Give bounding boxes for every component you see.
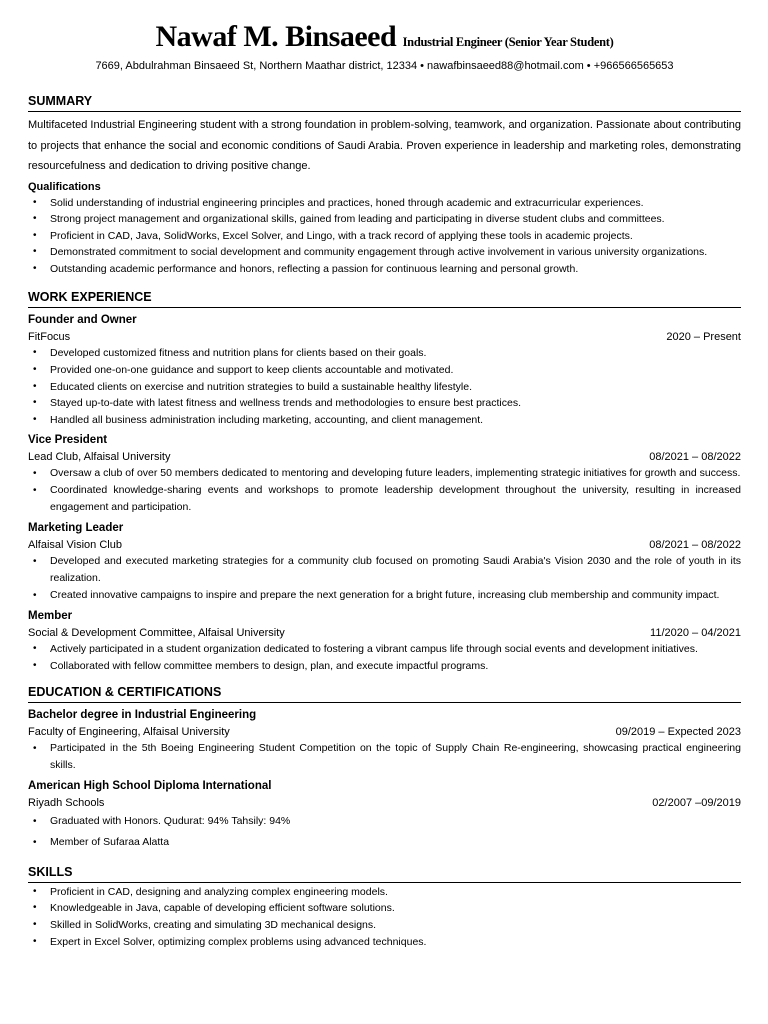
entry-title: Bachelor degree in Industrial Engineering (28, 708, 257, 721)
list-item: • Developed and executed marketing strategies for a community club focused on promoting Saudi Arabia's Vision 2030 and the role of youth in its realization. (33, 555, 741, 585)
education-entry (28, 707, 741, 774)
list-item: • Demonstrated commitment to social development and community engagement through active involvement in various university organizations. (28, 244, 741, 261)
entry-organization: Alfaisal Vision Club (28, 539, 122, 552)
list-item: • Coordinated knowledge-sharing events and workshops to promote leadership development throughout the university, resulting in increased engagement and participation. (33, 484, 741, 514)
list-item: • Developed customized fitness and nutrition plans for clients based on their goals. (28, 345, 741, 362)
bullet-icon: • (33, 742, 37, 754)
education-entry (28, 778, 741, 853)
summary-heading: SUMMARY (28, 94, 741, 112)
entry-meta (28, 724, 741, 740)
candidate-name: Nawaf M. Binsaeed (155, 20, 397, 53)
list-item: • Created innovative campaigns to inspire and prepare the next generation for a bright future, increasing club membership and community impact. (28, 587, 741, 604)
bullet-icon: • (33, 885, 37, 897)
entry-dates: 08/2021 – 08/2022 (649, 539, 741, 552)
entry-title: Vice President (28, 434, 108, 447)
entry-title: American High School Diploma International (28, 779, 272, 792)
work-entry (28, 608, 741, 674)
entry-meta (28, 449, 741, 465)
list-item: • Oversaw a club of over 50 members dedicated to mentoring and developing future leaders, implementing strategic initiatives for growth and success. (28, 465, 741, 482)
list-item: • Collaborated with fellow committee members to design, plan, and execute impactful programs. (28, 658, 741, 675)
entry-organization: Faculty of Engineering, Alfaisal University (28, 725, 230, 738)
work-experience-heading: WORK EXPERIENCE (28, 290, 741, 308)
entry-bullets (28, 345, 741, 428)
bullet-icon: • (33, 836, 37, 848)
entry-bullets (28, 811, 741, 853)
summary-paragraph: Multifaceted Industrial Engineering student with a strong foundation in problem-solving, teamwork, and organization. Passionate about contributing to projects that enhance the social and economic conditions of Saudi Arabia. Proven experience in leadership and marketing roles, demonstrating resourcefulness and dedication to driving positive change. (28, 119, 741, 172)
bullet-icon: • (33, 919, 37, 931)
entry-organization: Riyadh Schools (28, 796, 105, 809)
entry-title: Member (28, 610, 73, 623)
entry-title: Marketing Leader (28, 522, 124, 535)
bullet-icon: • (33, 815, 37, 827)
entry-bullets (28, 740, 741, 774)
skills-heading: SKILLS (28, 865, 741, 883)
bullet-icon: • (33, 196, 37, 208)
list-item: • Handled all business administration including marketing, accounting, and client management. (28, 412, 741, 429)
entry-meta (28, 795, 741, 811)
list-item: • Educated clients on exercise and nutrition strategies to build a sustainable healthy lifestyle. (28, 379, 741, 396)
entry-meta (28, 537, 741, 553)
contact-line: 7669, Abdulrahman Binsaeed St, Northern Maathar district, 12334 • nawafbinsaeed88@hotmail.com • +966566565653 (95, 60, 674, 72)
work-entry (28, 520, 741, 604)
entry-meta (28, 329, 741, 345)
education-heading: EDUCATION & CERTIFICATIONS (28, 685, 741, 703)
list-item: • Proficient in CAD, designing and analyzing complex engineering models. (28, 884, 741, 901)
entry-dates: 08/2021 – 08/2022 (649, 451, 741, 464)
list-item: • Knowledgeable in Java, capable of developing efficient software solutions. (28, 900, 741, 917)
bullet-icon: • (33, 262, 37, 274)
bullet-icon: • (33, 556, 37, 568)
list-item: • Stayed up-to-date with latest fitness and wellness trends and methodologies to ensure best practices. (28, 395, 741, 412)
entry-title: Founder and Owner (28, 314, 137, 327)
bullet-icon: • (33, 902, 37, 914)
bullet-icon: • (33, 347, 37, 359)
list-item: • Graduated with Honors. Qudurat: 94% Tahsily: 94% (28, 811, 741, 832)
bullet-icon: • (33, 380, 37, 392)
list-item: • Outstanding academic performance and honors, reflecting a passion for continuous learning and personal growth. (28, 261, 741, 278)
entry-meta (28, 625, 741, 641)
entry-organization: Social & Development Committee, Alfaisal University (28, 627, 285, 640)
entry-organization: FitFocus (28, 331, 71, 344)
list-item: • Actively participated in a student organization dedicated to fostering a vibrant campus life through social events and development initiatives. (28, 641, 741, 658)
bullet-icon: • (33, 213, 37, 225)
bullet-icon: • (33, 397, 37, 409)
list-item: • Participated in the 5th Boeing Engineering Student Competition on the topic of Supply Chain Re-engineering, showcasing practical engineering skills. (33, 741, 741, 771)
bullet-icon: • (33, 643, 37, 655)
list-item: • Member of Sufaraa Alatta (28, 832, 741, 853)
bullet-icon: • (33, 229, 37, 241)
qualifications-list (28, 195, 741, 278)
entry-dates: 11/2020 – 04/2021 (650, 627, 741, 640)
list-item: • Expert in Excel Solver, optimizing complex problems using advanced techniques. (28, 934, 741, 951)
list-item: • Solid understanding of industrial engineering principles and practices, honed through academic and extracurricular experiences. (28, 195, 741, 212)
bullet-icon: • (33, 660, 37, 672)
entry-bullets (28, 465, 741, 516)
skills-list (28, 884, 741, 951)
entry-bullets (28, 641, 741, 674)
entry-dates: 09/2019 – Expected 2023 (615, 725, 741, 738)
list-item: • Provided one-on-one guidance and support to keep clients accountable and motivated. (28, 362, 741, 379)
qualifications-label: Qualifications (28, 180, 101, 193)
bullet-icon: • (33, 246, 37, 258)
bullet-icon: • (33, 590, 37, 602)
work-entry (28, 432, 741, 516)
bullet-icon: • (33, 413, 37, 425)
list-item: • Strong project management and organizational skills, gained from leading and participating in diverse student clubs and committees. (28, 211, 741, 228)
bullet-icon: • (33, 468, 37, 480)
entry-dates: 2020 – Present (666, 331, 741, 344)
bullet-icon: • (33, 936, 37, 948)
candidate-title: Industrial Engineer (Senior Year Student) (402, 35, 614, 49)
resume-header (28, 0, 741, 56)
list-item: • Proficient in CAD, Java, SolidWorks, Excel Solver, and Lingo, with a track record of applying these tools in academic projects. (28, 228, 741, 245)
list-item: • Skilled in SolidWorks, creating and simulating 3D mechanical designs. (28, 917, 741, 934)
bullet-icon: • (33, 364, 37, 376)
entry-organization: Lead Club, Alfaisal University (28, 451, 171, 464)
entry-dates: 02/2007 –09/2019 (652, 796, 741, 809)
bullet-icon: • (33, 485, 37, 497)
entry-bullets (28, 553, 741, 604)
work-entry (28, 312, 741, 428)
